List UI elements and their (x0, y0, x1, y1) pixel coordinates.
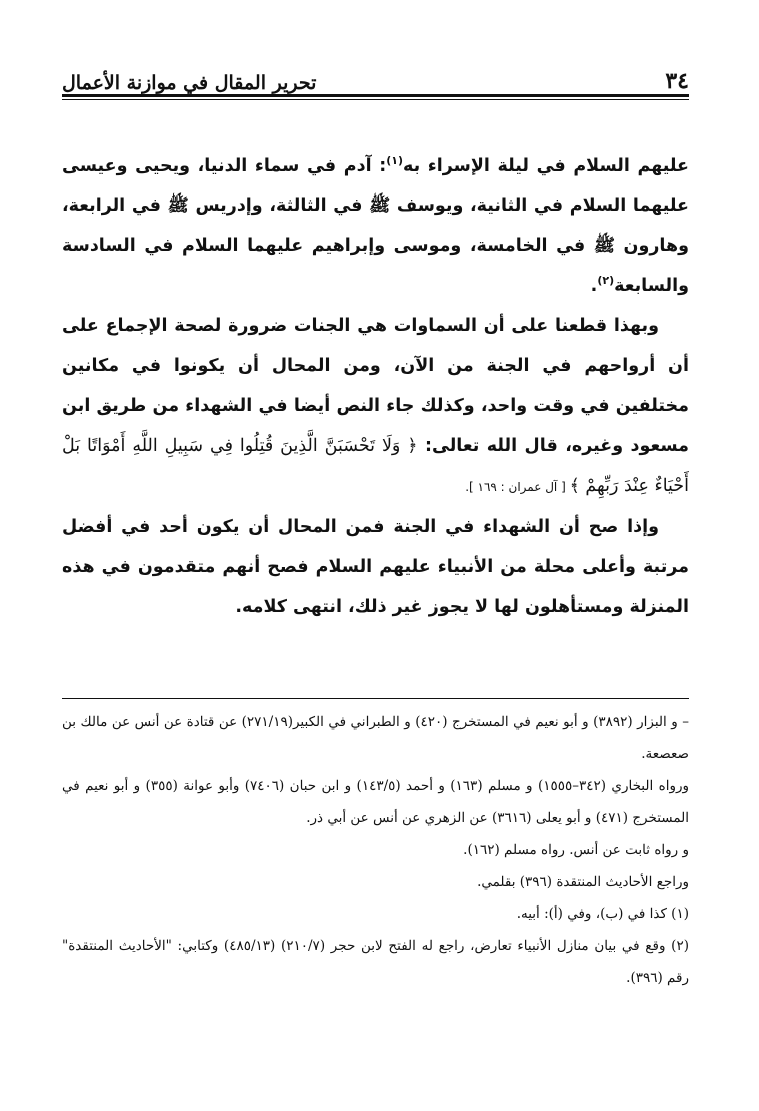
main-text (62, 146, 689, 627)
footnote-line: ورواه البخاري (٣٤٢–١٥٥٥) و مسلم (١٦٣) و أحمد (١٤٣/٥) و ابن حبان (٧٤٠٦) وأبو عوانة (٣٥٥) و أبو نعيم في المستخرج (٤٧١) و أبو يعلى (٣٦١٦) عن الزهري عن أنس عن أبي ذر. (62, 778, 689, 826)
footnote-1: (١) كذا في (ب)، وفي (أ): أبيه. (516, 906, 689, 922)
footnote-line: – و البزار (٣٨٩٢) و أبو نعيم في المستخرج (٤٢٠) و الطبراني في الكبير(٢٧١/١٩) عن قتادة عن أنس عن مالك بن صعصعة. (62, 714, 689, 762)
footnote-line: و رواه ثابت عن أنس. رواه مسلم (١٦٢). (463, 842, 689, 858)
quran-verse: ﴿ وَلَا تَحْسَبَنَّ الَّذِينَ قُتِلُوا فِي سَبِيلِ اللَّهِ أَمْوَاتًا بَلْ أَحْيَاءٌ عِنْدَ رَبِّهِمْ ﴾ (62, 436, 689, 496)
footnote-2: (٢) وقع في بيان منازل الأنبياء تعارض، راجع له الفتح لابن حجر (٢١٠/٧) (٤٨٥/١٣) وكتابي: "الأحاديث المنتقدة" رقم (٣٩٦). (62, 938, 689, 986)
header-rule-thick (62, 94, 689, 97)
verse-reference: [ آل عمران : ١٦٩ ]. (465, 480, 570, 494)
footnote-marker-1[interactable]: (١) (386, 154, 403, 168)
footnotes (62, 706, 689, 994)
paragraph-1 (62, 146, 689, 306)
paragraph-2-text: وبهذا قطعنا على أن السماوات هي الجنات ضرورة لصحة الإجماع على أن أرواحهم في الجنة من الآن، ومن المحال أن يكونوا في مكانين مختلفين في وقت واحد، وكذلك جاء النص أيضا في الشهداء من طريق ابن مسعود وغيره، قال الله تعالى: (62, 316, 689, 456)
page-number: ٣٤ (665, 68, 689, 94)
header-rule-thin (62, 99, 689, 100)
paragraph-1-text-2: : آدم في سماء الدنيا، ويحيى وعيسى عليهما السلام في الثانية، ويوسف ﷺ في الثالثة، وإدريس ﷺ في الرابعة، وهارون ﷺ في الخامسة، وموسى وإبراهيم عليهما السلام في السادسة والسابعة (62, 156, 689, 296)
paragraph-1-end: . (590, 276, 598, 296)
book-title: تحرير المقال في موازنة الأعمال (62, 72, 317, 94)
paragraph-1-text: عليهم السلام في ليلة الإسراء به (402, 156, 689, 176)
footnote-marker-2[interactable]: (٢) (597, 274, 615, 288)
footnote-separator (62, 698, 689, 699)
footnote-line: وراجع الأحاديث المنتقدة (٣٩٦) بقلمي. (477, 874, 689, 890)
paragraph-2 (62, 306, 689, 507)
paragraph-3: وإذا صح أن الشهداء في الجنة فمن المحال أن يكون أحد في أفضل مرتبة وأعلى محلة من الأنبياء عليهم السلام فصح أنهم متقدمون في هذه المنزلة ومستأهلون لها لا يجوز غير ذلك، انتهى كلامه. (62, 517, 689, 617)
